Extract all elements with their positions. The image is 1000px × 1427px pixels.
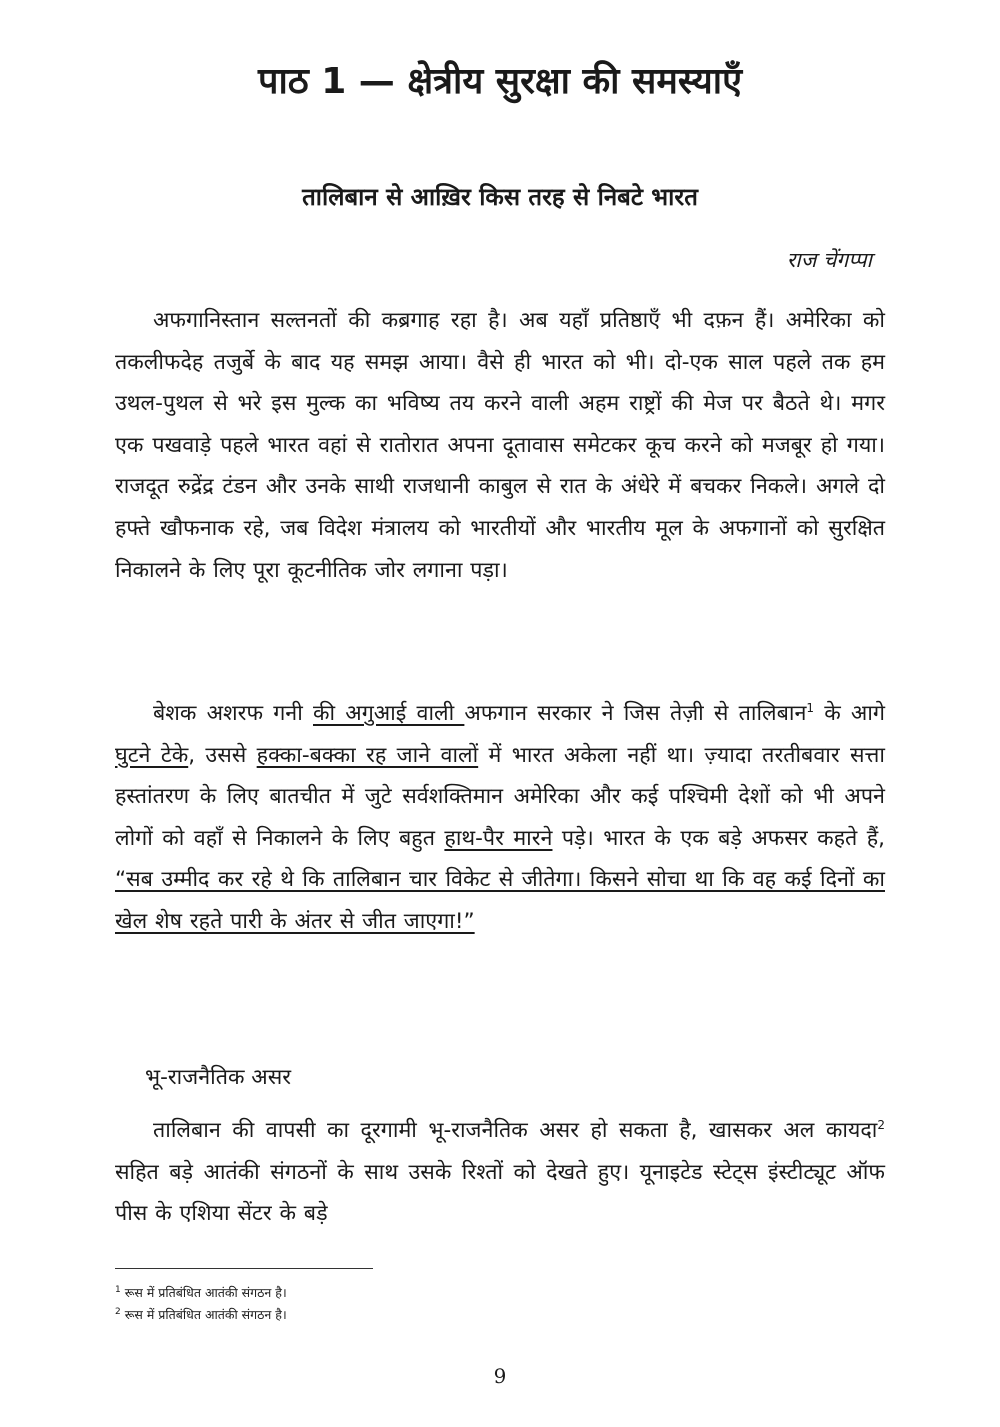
footnote-1-number: 1 [115,1284,121,1295]
paragraph-1: अफगानिस्तान सल्तनतों की कब्रगाह रहा है। अब यहाँ प्रतिष्ठाएँ भी दफ़न हैं। अमेरिका को तकलीफदेह तजुर्बे के बाद यह समझ आया। वैसे ही भारत को भी। दो-एक साल पहले तक हम उथल-पुथल से भरे इस मुल्क का भविष्य तय करने वाली अहम राष्ट्रों की मेज पर बैठते थे। मगर एक पखवाड़े पहले भारत वहां से रातोरात अपना दूतावास समेटकर कूच करने को मजबूर हो गया। राजदूत रुद्रेंद्र टंडन और उनके साथी राजधानी काबुल से रात के अंधेरे में बचकर निकले। अगले दो हफ्ते खौफनाक रहे, जब विदेश मंत्रालय को भारतीयों और भारतीय मूल के अफगानों को सुरक्षित निकालने के लिए पूरा कूटनीतिक जोर लगाना पड़ा। [115,308,885,583]
footnote-2-text: रूस में प्रतिबंधित आतंकी संगठन है। [124,1307,287,1322]
section-subheading: भू-राजनैतिक असर [145,1065,292,1090]
footnote-2-number: 2 [115,1306,121,1317]
paragraph-2 [115,693,885,943]
p2-text-1: बेशक अशरफ गनी [153,701,313,726]
p2-text-5: में भारत अकेला नहीं था। ज़्यादा तरतीबवार सत्ता हस्तांतरण के लिए बातचीत में जुटे सर्वशक्तिमान अमेरिका और कई पश्चिमी देशों को भी अपने लोगों को वहाँ से निकालने के लिए बहुत [115,742,885,851]
chapter-title: पाठ 1 — क्षेत्रीय सुरक्षा की समस्याएँ [258,61,742,102]
p2-underline-2: घुटने टेके [115,742,189,768]
author-name: राज चेंगप्पा [786,248,872,272]
paragraph-3 [115,1110,885,1235]
article-title: तालिबान से आख़िर किस तरह से निबटे भारत [302,183,698,211]
p2-underline-1: की अगुआई वाली [313,701,465,726]
footnote-2 [115,1304,287,1326]
p3-text-2: सहित बड़े आतंकी संगठनों के साथ उसके रिश्तों को देखते हुए। यूनाइटेड स्टेट्स इंस्टीट्यूट ऑफ पीस के एशिया सेंटर के बड़े [115,1159,885,1227]
footnote-1-text: रूस में प्रतिबंधित आतंकी संगठन है। [124,1285,287,1300]
page-number: 9 [493,1364,507,1388]
p2-text-3: के आगे [814,701,885,726]
footnote-1 [115,1282,287,1304]
p2-text-6: पड़े। भारत के एक बड़े अफसर कहते हैं, [552,825,885,851]
p3-text-1: तालिबान की वापसी का दूरगामी भू-राजनैतिक असर हो सकता है, खासकर अल कायदा [153,1118,878,1143]
footnotes [115,1282,287,1326]
footnote-divider [115,1268,373,1269]
p2-text-2: अफगान सरकार ने जिस तेज़ी से तालिबान [464,701,807,726]
p2-underline-3: हक्का-बक्का रह जाने वालों [256,742,479,768]
p2-text-4: , उससे [188,742,257,768]
footnote-ref-2: 2 [877,1117,885,1132]
footnote-ref-1: 1 [806,700,815,715]
p2-underline-4: हाथ-पैर मारने [444,825,553,851]
p2-quote: “सब उम्मीद कर रहे थे कि तालिबान चार विकेट से जीतेगा। किसने सोचा था कि वह कई दिनों का खेल शेष रहते पारी के अंतर से जीत जाएगा!” [115,867,885,934]
